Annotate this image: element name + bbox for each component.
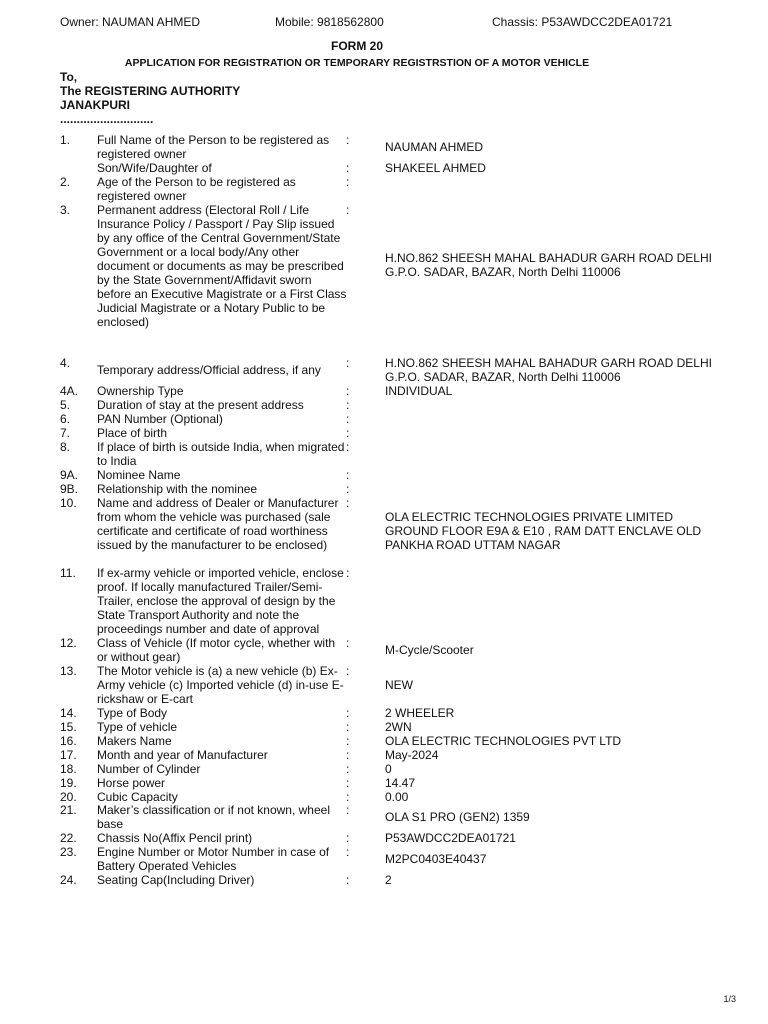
row-colon: :	[346, 203, 350, 217]
row-label: Cubic Capacity	[97, 790, 178, 804]
row-colon: :	[346, 664, 350, 678]
row-label: Son/Wife/Daughter of	[97, 161, 212, 175]
owner-header: Owner: NAUMAN AHMED	[60, 15, 201, 29]
application-title: APPLICATION FOR REGISTRATION OR TEMPORARY REGISTRSTION OF A MOTOR VEHICLE	[124, 57, 590, 69]
row-number: 18.	[60, 762, 77, 776]
row-colon: :	[346, 790, 350, 804]
row-colon: :	[346, 873, 350, 887]
addressee-to: To,	[60, 70, 78, 84]
row-value: OLA S1 PRO (GEN2) 1359	[385, 810, 530, 824]
row-value: M2PC0403E40437	[385, 852, 487, 866]
row-value: 2WN	[385, 720, 412, 734]
addressee-dots: ............................	[60, 112, 154, 126]
row-label: Name and address of Dealer or Manufacturer from whom the vehicle was purchased (sale certificate and certificate of road worthiness issued by the manufacturer to be enclosed)	[97, 496, 339, 552]
row-colon: :	[346, 161, 350, 175]
row-value: H.NO.862 SHEESH MAHAL BAHADUR GARH ROAD DELHI G.P.O. SADAR, BAZAR, North Delhi 110006	[385, 356, 712, 384]
row-number: 7.	[60, 426, 71, 440]
row-value: NAUMAN AHMED	[385, 140, 484, 154]
row-label: Engine Number or Motor Number in case of Battery Operated Vehicles	[97, 845, 330, 873]
row-colon: :	[346, 496, 350, 510]
row-value: 2 WHEELER	[385, 706, 455, 720]
row-number: 1.	[60, 133, 71, 147]
row-label: Permanent address (Electoral Roll / Life Insurance Policy / Passport / Pay Slip issued by any office of the Central Government/State Government or a local body/Any other document or documents as may be prescribed by the State Government/Affidavit sworn before an Executive Magistrate or a First Class Judicial Magistrate or a Notary Public to be enclosed)	[97, 203, 347, 329]
row-colon: :	[346, 636, 350, 650]
row-number: 9A.	[60, 468, 79, 482]
row-number: 11.	[60, 566, 76, 580]
row-number: 15.	[60, 720, 77, 734]
row-colon: :	[346, 776, 350, 790]
row-number: 4.	[60, 356, 71, 370]
row-value: 0.00	[385, 790, 409, 804]
row-label: Seating Cap(Including Driver)	[97, 873, 255, 887]
mobile-header: Mobile: 9818562800	[275, 15, 384, 29]
row-label: If place of birth is outside India, when migrated to India	[97, 440, 345, 468]
row-value: 0	[385, 762, 392, 776]
row-label: The Motor vehicle is (a) a new vehicle (b) Ex-Army vehicle (c) Imported vehicle (d) in-use E-rickshaw or E-cart	[97, 664, 344, 706]
row-number: 2.	[60, 175, 71, 189]
row-label: Place of birth	[97, 426, 168, 440]
row-number: 6.	[60, 412, 71, 426]
row-number: 17.	[60, 748, 77, 762]
row-label: Duration of stay at the present address	[97, 398, 304, 412]
row-value: INDIVIDUAL	[385, 384, 453, 398]
row-value: P53AWDCC2DEA01721	[385, 831, 516, 845]
row-number: 23.	[60, 845, 77, 859]
row-colon: :	[346, 566, 350, 580]
row-label: Makers Name	[97, 734, 172, 748]
row-colon: :	[346, 426, 350, 440]
row-number: 4A.	[60, 384, 79, 398]
page-number: 1/3	[723, 994, 736, 1004]
row-value: May-2024	[385, 748, 439, 762]
form-title: FORM 20	[330, 39, 383, 53]
row-label: Chassis No(Affix Pencil print)	[97, 831, 253, 845]
row-colon: :	[346, 412, 350, 426]
row-colon: :	[346, 468, 350, 482]
row-label: Age of the Person to be registered as registered owner	[97, 175, 296, 203]
row-number: 21.	[60, 803, 77, 817]
row-label: Maker’s classification or if not known, wheel base	[97, 803, 330, 831]
row-colon: :	[346, 803, 350, 817]
row-colon: :	[346, 356, 350, 370]
row-colon: :	[346, 720, 350, 734]
addressee-place: JANAKPURI	[60, 98, 131, 112]
row-label: Type of vehicle	[97, 720, 178, 734]
row-number: 16.	[60, 734, 77, 748]
row-label: Ownership Type	[97, 384, 184, 398]
row-value: M-Cycle/Scooter	[385, 643, 474, 657]
row-number: 20.	[60, 790, 77, 804]
row-value: OLA ELECTRIC TECHNOLOGIES PVT LTD	[385, 734, 622, 748]
row-value: 2	[385, 873, 392, 887]
row-label: Full Name of the Person to be registered as registered owner	[97, 133, 330, 161]
addressee-block	[60, 70, 240, 126]
row-number: 10.	[60, 496, 77, 510]
row-value: OLA ELECTRIC TECHNOLOGIES PRIVATE LIMITED GROUND FLOOR E9A & E10 , RAM DATT ENCLAVE OLD PANKHA ROAD UTTAM NAGAR	[385, 510, 702, 552]
row-value: NEW	[385, 678, 413, 692]
row-colon: :	[346, 133, 350, 147]
row-colon: :	[346, 762, 350, 776]
row-colon: :	[346, 398, 350, 412]
row-colon: :	[346, 734, 350, 748]
row-colon: :	[346, 845, 350, 859]
row-label: If ex-army vehicle or imported vehicle, enclose proof. If locally manufactured Trailer/Semi-Trailer, enclose the approval of design by the State Transport Authority and note the proceedings number and date of approval	[97, 566, 344, 636]
row-colon: :	[346, 384, 350, 398]
row-label: Nominee Name	[97, 468, 181, 482]
row-value: SHAKEEL AHMED	[385, 161, 486, 175]
row-colon: :	[346, 706, 350, 720]
row-colon: :	[346, 831, 350, 845]
row-number: 12.	[60, 636, 77, 650]
row-number: 3.	[60, 203, 71, 217]
chassis-header: Chassis: P53AWDCC2DEA01721	[492, 15, 673, 29]
row-label: Relationship with the nominee	[97, 482, 258, 496]
addressee-authority: The REGISTERING AUTHORITY	[60, 84, 241, 98]
row-number: 9B.	[60, 482, 79, 496]
row-number: 8.	[60, 440, 71, 454]
row-number: 5.	[60, 398, 71, 412]
row-label: Horse power	[97, 776, 166, 790]
row-colon: :	[346, 482, 350, 496]
row-label: PAN Number (Optional)	[97, 412, 223, 426]
row-number: 13.	[60, 664, 77, 678]
row-label: Type of Body	[97, 706, 168, 720]
row-label: Number of Cylinder	[97, 762, 201, 776]
row-number: 19.	[60, 776, 77, 790]
row-value: H.NO.862 SHEESH MAHAL BAHADUR GARH ROAD DELHI G.P.O. SADAR, BAZAR, North Delhi 110006	[385, 251, 712, 279]
row-number: 22.	[60, 831, 77, 845]
row-colon: :	[346, 175, 350, 189]
row-number: 24.	[60, 873, 77, 887]
row-number: 14.	[60, 706, 77, 720]
row-label: Month and year of Manufacturer	[97, 748, 268, 762]
row-label: Temporary address/Official address, if any	[97, 363, 321, 377]
row-label: Class of Vehicle (If motor cycle, whether with or without gear)	[97, 636, 336, 664]
row-value: 14.47	[385, 776, 416, 790]
row-colon: :	[346, 440, 350, 454]
row-colon: :	[346, 748, 350, 762]
